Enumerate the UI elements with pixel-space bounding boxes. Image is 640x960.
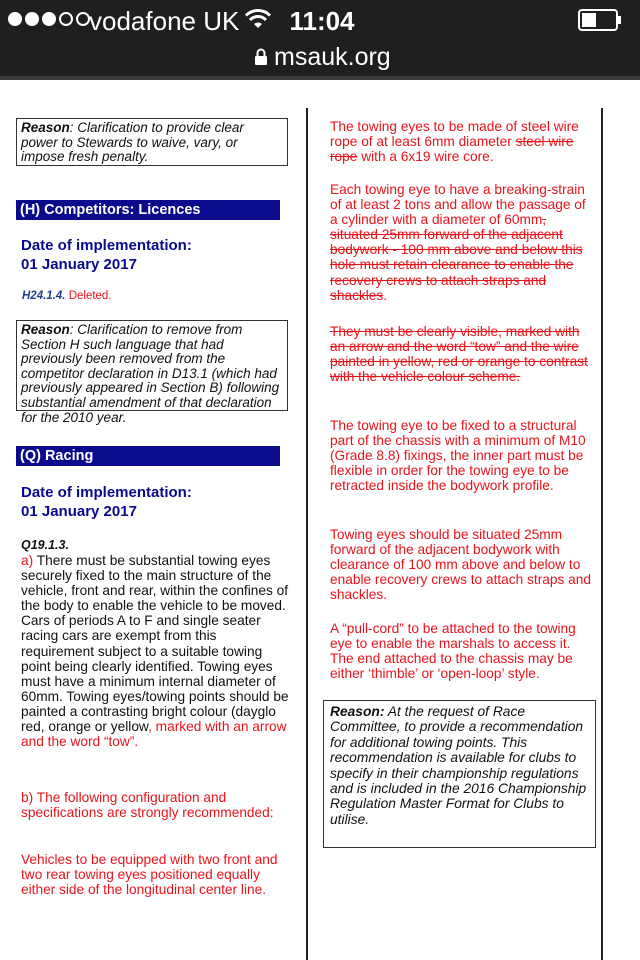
towing-eye-position: Towing eyes should be situated 25mm forward of the adjacent bodywork with clearance of 100 mm above and below to enable recovery crews to attach straps and shackles.	[330, 527, 591, 603]
vehicles-text: Vehicles to be equipped with two front and two rear towing eyes positioned equally either side of the longitudinal center line.	[21, 852, 278, 898]
carrier-name: vodafone UK	[89, 6, 240, 36]
reason-text: : Clarification to provide clear power to Stewards to waive, vary, or impose fresh penalty.	[21, 120, 244, 165]
url-text[interactable]: msauk.org	[274, 43, 391, 71]
implementation-date	[21, 483, 192, 521]
deleted-text: Deleted.	[68, 290, 112, 302]
section-heading: (H) Competitors: Licences	[16, 200, 280, 220]
clause-a-body: There must be substantial towing eyes securely fixed to the main structure of the vehicle, front and rear, within the confines of the body to enable the vehicle to be moved. Cars of periods A to F and single seater racing cars are exempt from this requirement subject to a suitable towing point being clearly identified. Towing eyes must have a minimum internal diameter of 60mm. Towing eyes/towing points should be painted a contrasting bright colour (dayglo red, orange or yellow	[21, 553, 289, 735]
towing-eye-fixing: The towing eye to be fixed to a structural part of the chassis with a minimum of M10 (Grade 8.8) fixings, the inner part must be flexible in order for the towing eye to be retracted inside the bodywork profile.	[330, 418, 586, 494]
signal-strength-indicator	[8, 12, 90, 30]
implementation-date	[21, 236, 192, 274]
date-label: Date of implementation:	[21, 484, 192, 501]
url-bar[interactable]	[0, 40, 640, 76]
towing-eye-strength	[330, 182, 592, 303]
reason-box	[16, 320, 288, 425]
clause-ref: H24.1.4.	[22, 290, 66, 302]
clock: 11:04	[289, 6, 355, 36]
date-value: 01 January 2017	[21, 256, 137, 273]
clause-number: Q19.1.3.	[21, 538, 69, 552]
document-page	[0, 80, 640, 960]
towing-eye-material	[330, 119, 592, 164]
pull-cord-text: A “pull-cord” to be attached to the towing eye to enable the marshals to access it. The end attached to the chassis may be either ‘thimble’ or ‘open-loop’ style.	[330, 621, 576, 682]
deletion-note	[22, 290, 112, 302]
struck-text: steel wire rope	[330, 134, 574, 165]
clause-a-text	[21, 553, 291, 749]
signal-dot	[8, 12, 22, 26]
struck-text: , situated 25mm forward of the adjacent bodywork - 100 mm above and below this hole must retain clearance to enable the recovery crews to attach straps and shackles	[330, 212, 583, 303]
reason-label: Reason:	[330, 704, 385, 719]
reason-label: Reason	[21, 120, 70, 135]
lock-icon	[254, 48, 268, 66]
reason-text: At the request of Race Committee, to provide a recommendation for additional towing points. This recommendation is available for clubs to specify in their championship regulations and is included in the 2016 Championship Regulation Master Format for Clubs to utilise.	[330, 704, 587, 827]
signal-dot	[25, 12, 39, 26]
date-label: Date of implementation:	[21, 237, 192, 254]
paragraph-text: with a 6x19 wire core.	[357, 149, 494, 165]
signal-dot	[42, 12, 56, 26]
status-bar	[0, 0, 640, 40]
wifi-icon	[244, 8, 272, 30]
paragraph-text: Each towing eye to have a breaking-strain of at least 2 tons and allow the passage of a cylinder with a diameter of 60mm	[330, 182, 586, 228]
paragraph-text: The towing eyes to be made of steel wire rope of at least 6mm diameter	[330, 119, 579, 150]
paragraph-text: .	[383, 287, 388, 303]
reason-text: : Clarification to remove from Section H such language that had previously been removed from the competitor declaration in D13.1 (which had previously appeared in Section B) following substantial amendment of that declaration for the 2010 year.	[21, 322, 280, 425]
signal-dot	[59, 12, 73, 26]
struck-paragraph: They must be clearly visible, marked with an arrow and the word “tow” and the wire painted in yellow, red or orange to contrast with the vehicle colour scheme.	[330, 324, 588, 385]
column-divider	[601, 108, 603, 960]
clause-a-label: a)	[21, 553, 34, 568]
clause-b-text: b) The following configuration and specifications are strongly recommended:	[21, 790, 274, 821]
clause-a-amendment: , marked with an arrow and the word “tow”.	[21, 719, 287, 750]
reason-box	[323, 700, 596, 848]
date-value: 01 January 2017	[21, 503, 137, 520]
section-heading: (Q) Racing	[16, 446, 280, 466]
column-divider	[306, 108, 308, 960]
battery-icon	[578, 9, 622, 31]
reason-box	[16, 118, 288, 166]
signal-dot	[76, 12, 90, 26]
reason-label: Reason	[21, 322, 70, 337]
